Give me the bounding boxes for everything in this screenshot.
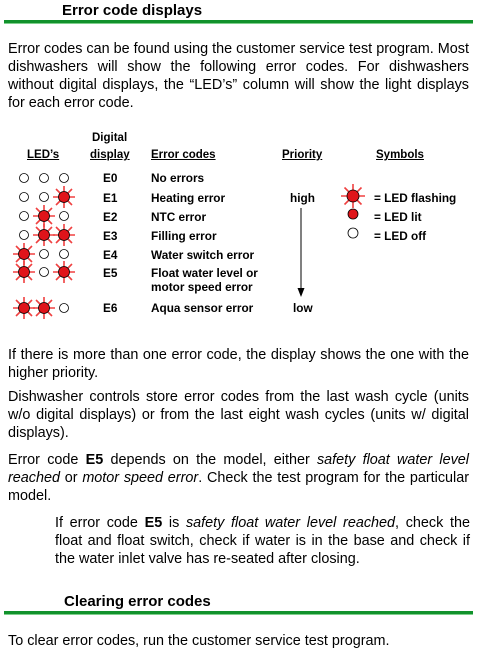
led-flashing-icon — [33, 224, 55, 246]
code-cell: E3 — [103, 229, 118, 243]
code-cell: E4 — [103, 248, 118, 262]
code-cell: E5 — [103, 266, 118, 280]
header-leds: LED’s — [27, 149, 60, 161]
led-flashing-icon — [53, 224, 75, 246]
section-title: Error code displays — [62, 2, 203, 19]
led-off-icon — [40, 250, 49, 259]
priority-arrow-icon — [296, 208, 306, 298]
led-off-icon — [60, 250, 69, 259]
priority-high: high — [290, 191, 315, 205]
legend-flashing-label: = LED flashing — [374, 191, 457, 205]
led-flashing-icon — [13, 297, 35, 319]
led-off-icon — [60, 212, 69, 221]
led-off-icon — [60, 304, 69, 313]
header-priority: Priority — [282, 149, 323, 161]
led-off-icon — [347, 227, 359, 239]
desc-cell: No errors — [151, 171, 205, 185]
section-title: Clearing error codes — [64, 593, 211, 610]
led-off-icon — [20, 174, 29, 183]
led-off-icon — [40, 174, 49, 183]
legend-lit-label: = LED lit — [374, 210, 422, 224]
code-cell: E1 — [103, 191, 118, 205]
led-off-icon — [40, 268, 49, 277]
led-lit-icon — [347, 208, 359, 220]
led-flashing-icon — [33, 297, 55, 319]
clear-paragraph: To clear error codes, run the customer service test program. — [8, 633, 390, 649]
header-error-codes: Error codes — [151, 149, 216, 161]
e5-code: E5 — [85, 452, 104, 468]
e5-code: E5 — [144, 515, 163, 531]
led-flashing-icon — [340, 183, 366, 209]
led-off-icon — [60, 174, 69, 183]
header-symbols: Symbols — [376, 149, 424, 161]
desc-cell: NTC error — [151, 210, 207, 224]
e5-paragraph: Error code E5 depends on the model, either safety float water level reached or motor speed error. Check the test program for the particular model. — [8, 452, 470, 504]
header-digital-line2: display — [90, 149, 130, 161]
desc-cell: Filling error — [151, 229, 217, 243]
desc-cell: Aqua sensor error — [151, 301, 254, 315]
priority-low: low — [293, 301, 313, 315]
desc-cell: Water switch error — [151, 248, 255, 262]
desc-cell: Float water level or motor speed error — [151, 266, 258, 294]
store-codes-paragraph: Dishwasher controls store error codes from the last wash cycle (units w/o digital displays) or from the last eight wash cycles (units w/ digital displays). — [8, 389, 469, 441]
code-cell: E0 — [103, 171, 118, 185]
desc-cell: Heating error — [151, 191, 226, 205]
section-rule — [4, 611, 473, 615]
led-off-icon — [20, 231, 29, 240]
led-flashing-icon — [13, 261, 35, 283]
section-header-clearing — [4, 593, 473, 615]
led-off-icon — [20, 212, 29, 221]
led-flashing-icon — [53, 261, 75, 283]
legend-off-label: = LED off — [374, 229, 427, 243]
e5-check-paragraph: If error code E5 is safety float water level reached, check the float and float switch, check if water is in the base and check if the water inlet valve has re-seated after closing. — [55, 515, 470, 567]
led-grid — [0, 0, 90, 340]
led-off-icon — [40, 193, 49, 202]
led-off-icon — [20, 193, 29, 202]
multiple-codes-paragraph: If there is more than one error code, the display shows the one with the higher priority. — [8, 347, 469, 381]
led-flashing-icon — [53, 186, 75, 208]
code-cell: E6 — [103, 301, 118, 315]
code-cell: E2 — [103, 210, 118, 224]
header-digital-line1: Digital — [92, 132, 128, 144]
intro-paragraph: Error codes can be found using the customer service test program. Most dishwashers will show the following error codes. For dishwashers without digital displays, the “LED’s” column will show the light displays for each error code. — [8, 41, 469, 111]
led-flashing-icon — [33, 205, 55, 227]
